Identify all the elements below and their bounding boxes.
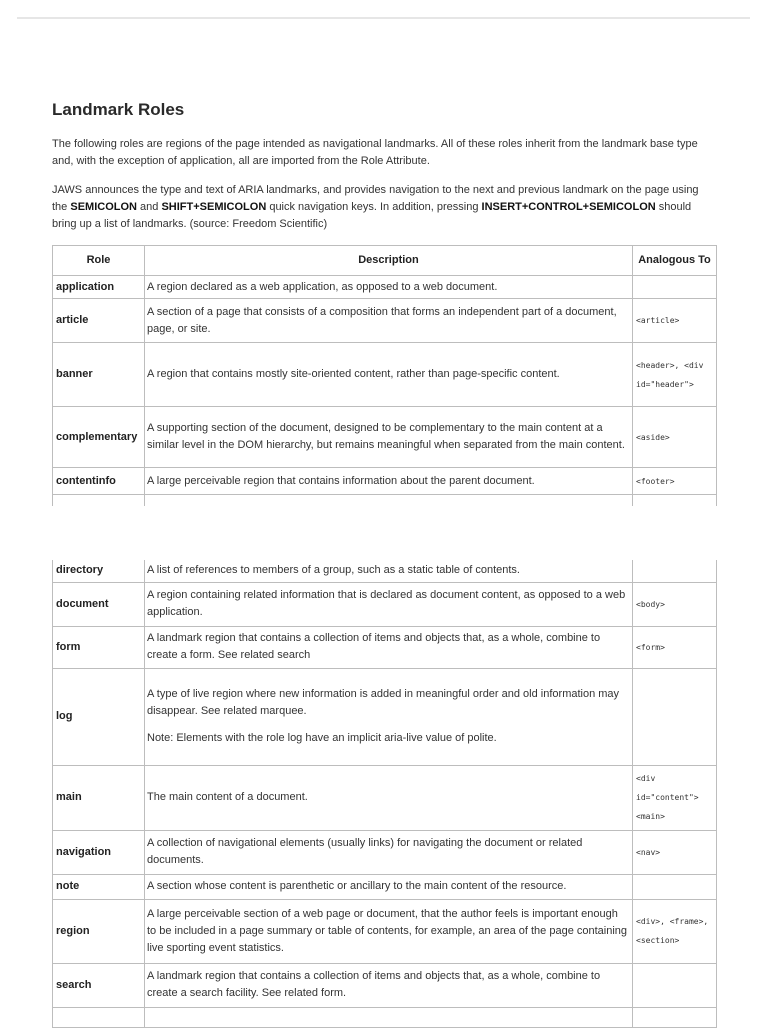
analogous-cell: <div id="content"> <main> xyxy=(633,765,717,830)
role-cell: main xyxy=(53,765,145,830)
description-cell: A region declared as a web application, as opposed to a web document. xyxy=(145,276,633,299)
role-cell: navigation xyxy=(53,830,145,874)
log-note: Note: Elements with the role log have an implicit aria-live value of polite. xyxy=(147,732,497,744)
role-cell: article xyxy=(53,299,145,343)
role-cell: region xyxy=(53,899,145,963)
analogous-cell xyxy=(633,560,717,582)
table-row xyxy=(53,343,717,407)
top-divider xyxy=(17,17,750,19)
analogous-cell xyxy=(633,874,717,899)
table-row xyxy=(53,582,717,626)
description-cell xyxy=(145,668,633,765)
analogous-cell: <div>, <frame>, <section> xyxy=(633,899,717,963)
table-row xyxy=(53,765,717,830)
key-shift-semicolon: SHIFT+SEMICOLON xyxy=(161,201,267,213)
description-cell: A collection of navigational elements (usually links) for navigating the document or related documents. xyxy=(145,830,633,874)
description-cell: The main content of a document. xyxy=(145,765,633,830)
landmark-roles-table-continued xyxy=(52,560,717,1028)
page-title: Landmark Roles xyxy=(52,100,185,119)
table-row xyxy=(53,276,717,299)
table-header-row xyxy=(53,246,717,276)
jaws-paragraph xyxy=(52,182,712,233)
table-row xyxy=(53,830,717,874)
header-analogous: Analogous To xyxy=(633,246,717,276)
analogous-cell xyxy=(633,963,717,1007)
description-cell: A list of references to members of a group, such as a static table of contents. xyxy=(145,560,633,582)
analogous-cell: <nav> xyxy=(633,830,717,874)
jaws-text-4: should bring up a list of landmarks. (source: Freedom Scientific) xyxy=(52,201,692,230)
jaws-text-1: JAWS announces the type and text of ARIA landmarks, and provides navigation to the next and previous landmark on the page using the xyxy=(52,184,699,213)
analogous-cell: <body> xyxy=(633,582,717,626)
table-continuation xyxy=(53,495,717,507)
table-row xyxy=(53,626,717,668)
role-cell: search xyxy=(53,963,145,1007)
description-cell: A region containing related information that is declared as document content, as opposed to a web application. xyxy=(145,582,633,626)
key-semicolon: SEMICOLON xyxy=(70,201,137,213)
analogous-cell: <header>, <div id="header"> xyxy=(633,343,717,407)
analogous-cell xyxy=(633,276,717,299)
role-cell: application xyxy=(53,276,145,299)
header-description: Description xyxy=(145,246,633,276)
role-cell: contentinfo xyxy=(53,468,145,495)
table-row xyxy=(53,407,717,468)
intro-paragraph: The following roles are regions of the page intended as navigational landmarks. All of these roles inherit from the landmark base type and, with the exception of application, all are imported from the Role Attribute. xyxy=(52,138,698,167)
table-row xyxy=(53,668,717,765)
role-cell: complementary xyxy=(53,407,145,468)
description-cell: A section whose content is parenthetic or ancillary to the main content of the resource. xyxy=(145,874,633,899)
analogous-cell: <article> xyxy=(633,299,717,343)
description-cell: A section of a page that consists of a composition that forms an independent part of a document, page, or site. xyxy=(145,299,633,343)
role-cell: document xyxy=(53,582,145,626)
jaws-text-2: and xyxy=(136,201,162,213)
table-row xyxy=(53,560,717,582)
analogous-cell xyxy=(633,668,717,765)
analogous-cell: <form> xyxy=(633,626,717,668)
description-cell: A landmark region that contains a collection of items and objects that, as a whole, combine to create a form. See related search xyxy=(145,626,633,668)
role-cell: banner xyxy=(53,343,145,407)
table-row-cutoff xyxy=(53,1007,717,1027)
analogous-cell: <footer> xyxy=(633,468,717,495)
table-row xyxy=(53,899,717,963)
role-cell: log xyxy=(53,668,145,765)
description-cell: A supporting section of the document, designed to be complementary to the main content at a similar level in the DOM hierarchy, but remains meaningful when separated from the main content. xyxy=(145,407,633,468)
jaws-text-3: quick navigation keys. In addition, pressing xyxy=(266,201,482,213)
landmark-roles-table xyxy=(52,245,717,506)
role-cell: directory xyxy=(53,560,145,582)
table-row xyxy=(53,299,717,343)
description-cell: A large perceivable section of a web page or document, that the author feels is important enough to be included in a page summary or table of contents, for example, an area of the page containing live sporting event statistics. xyxy=(145,899,633,963)
description-cell: A large perceivable region that contains information about the parent document. xyxy=(145,468,633,495)
header-role: Role xyxy=(53,246,145,276)
key-insert-control-semicolon: INSERT+CONTROL+SEMICOLON xyxy=(481,201,656,213)
role-cell: note xyxy=(53,874,145,899)
analogous-cell: <aside> xyxy=(633,407,717,468)
description-cell: A landmark region that contains a collection of items and objects that, as a whole, combine to create a search facility. See related form. xyxy=(145,963,633,1007)
role-cell: form xyxy=(53,626,145,668)
table-row xyxy=(53,468,717,495)
description-cell: A region that contains mostly site-oriented content, rather than page-specific content. xyxy=(145,343,633,407)
log-description: A type of live region where new information is added in meaningful order and old information may disappear. See related marquee. xyxy=(147,688,620,717)
table-row xyxy=(53,963,717,1007)
table-row xyxy=(53,874,717,899)
